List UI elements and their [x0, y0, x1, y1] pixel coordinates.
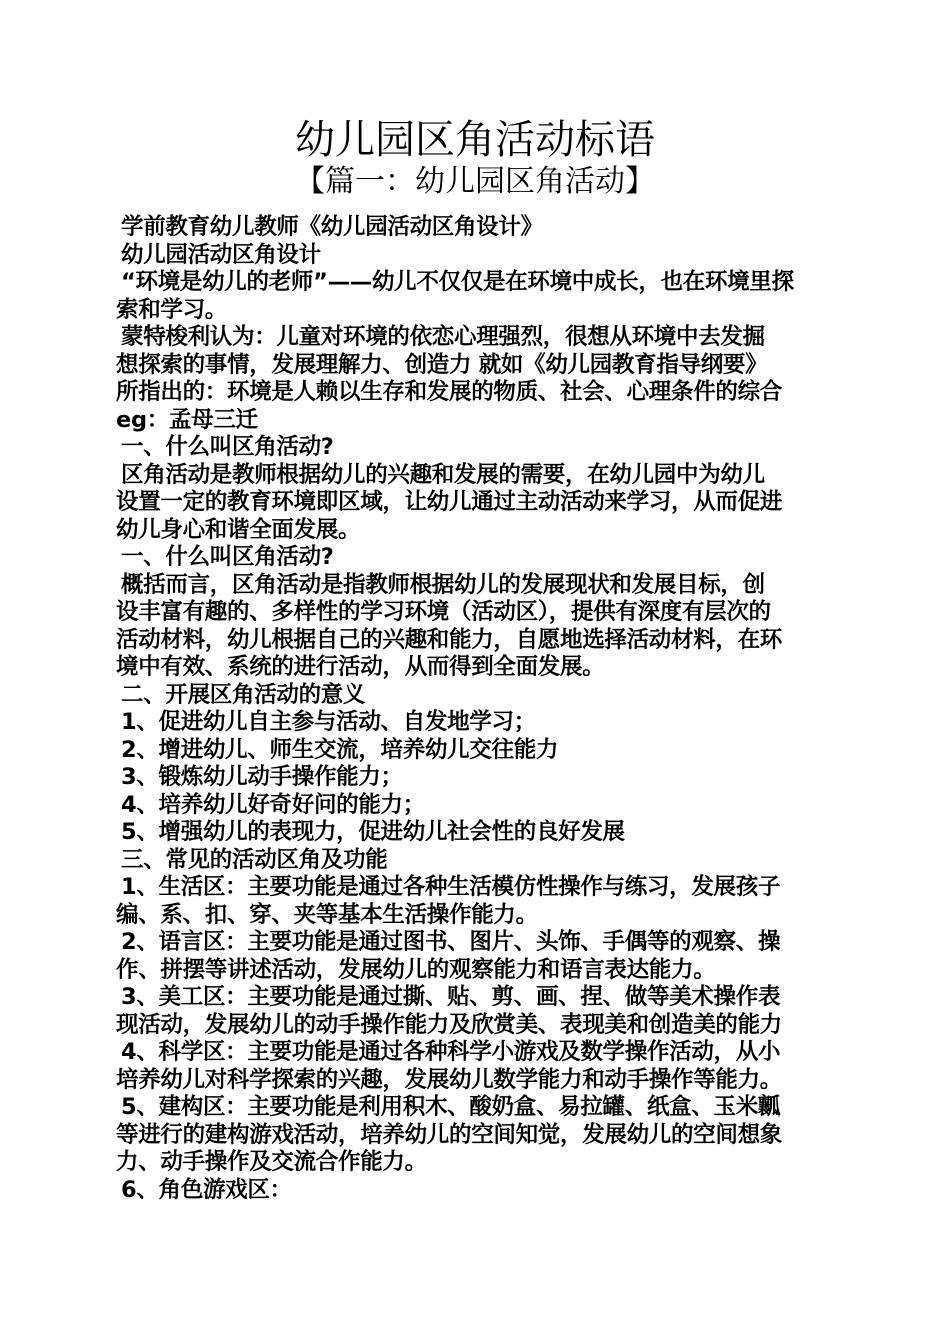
text-line: 5、建构区：主要功能是利用积木、酸奶盒、易拉罐、纸盒、玉米瓤 [121, 1094, 781, 1120]
text-line: 5、增强幼儿的表现力，促进幼儿社会性的良好发展 [121, 819, 625, 845]
text-line: 2、语言区：主要功能是通过图书、图片、头饰、手偶等的观察、操 [121, 929, 781, 955]
text-line: 一、什么叫区角活动? [121, 434, 334, 460]
text-line: 索和学习。 [116, 296, 228, 323]
text-line: 一、什么叫区角活动? [121, 544, 334, 570]
text-line: 学前教育幼儿教师《幼儿园活动区角设计》 [121, 214, 543, 240]
text-line: 想探索的事情，发展理解力、创造力 就如《幼儿园教育指导纲要》 [116, 351, 768, 378]
text-line: 现活动，发展幼儿的动手操作能力及欣赏美、表现美和创造美的能力 [116, 1011, 783, 1038]
text-line: 概括而言，区角活动是指教师根据幼儿的发展现状和发展目标，创 [121, 571, 765, 598]
text-line: 编、系、扣、穿、夹等基本生活操作能力。 [116, 901, 538, 928]
text-line: 境中有效、系统的进行活动，从而得到全面发展。 [116, 654, 605, 680]
text-line: 作、拼摆等讲述活动，发展幼儿的观察能力和语言表达能力。 [116, 956, 716, 983]
text-line: 所指出的：环境是人赖以生存和发展的物质、社会、心理条件的综合 [116, 379, 783, 405]
text-line: 4、科学区：主要功能是通过各种科学小游戏及数学操作活动，从小 [121, 1039, 781, 1065]
text-line: 3、美工区：主要功能是通过撕、贴、剪、画、捏、做等美术操作表 [121, 984, 781, 1010]
text-line: 6、角色游戏区： [121, 1176, 292, 1203]
text-line: 幼儿园活动区角设计 [121, 241, 321, 268]
text-line: 蒙特梭利认为：儿童对环境的依恋心理强烈，很想从环境中去发掘 [121, 324, 765, 350]
text-line: “环境是幼儿的老师”——幼儿不仅仅是在环境中成长，也在环境里探 [121, 269, 794, 295]
text-line: 设丰富有趣的、多样性的学习环境（活动区），提供有深度有层次的 [116, 599, 771, 625]
document-body [116, 214, 838, 1204]
text-line: 区角活动是教师根据幼儿的兴趣和发展的需要，在幼儿园中为幼儿 [121, 461, 765, 488]
document-subtitle: 【篇一：幼儿园区角活动】 [295, 164, 655, 199]
text-line: 1、生活区：主要功能是通过各种生活模仿性操作与练习，发展孩子 [121, 874, 781, 900]
text-line: 2、增进幼儿、师生交流，培养幼儿交往能力 [121, 736, 559, 763]
text-line: 3、锻炼幼儿动手操作能力； [121, 764, 403, 790]
text-line: 设置一定的教育环境即区域，让幼儿通过主动活动来学习，从而促进 [116, 489, 783, 515]
document-title: 幼儿园区角活动标语 [295, 117, 655, 163]
text-line: 4、培养幼儿好奇好问的能力； [121, 791, 425, 818]
text-line: 等进行的建构游戏活动，培养幼儿的空间知觉，发展幼儿的空间想象 [116, 1121, 783, 1148]
text-line: 幼儿身心和谐全面发展。 [116, 516, 361, 543]
text-line: 力、动手操作及交流合作能力。 [116, 1149, 427, 1175]
text-line: eg：孟母三迁 [116, 406, 258, 433]
text-line: 培养幼儿对科学探索的兴趣，发展幼儿数学能力和动手操作等能力。 [116, 1066, 783, 1093]
text-line: 活动材料，幼儿根据自己的兴趣和能力，自愿地选择活动材料，在环 [116, 626, 783, 653]
text-line: 1、促进幼儿自主参与活动、自发地学习； [121, 709, 536, 735]
text-line: 二、开展区角活动的意义 [121, 681, 366, 708]
text-line: 三、常见的活动区角及功能 [121, 846, 388, 873]
